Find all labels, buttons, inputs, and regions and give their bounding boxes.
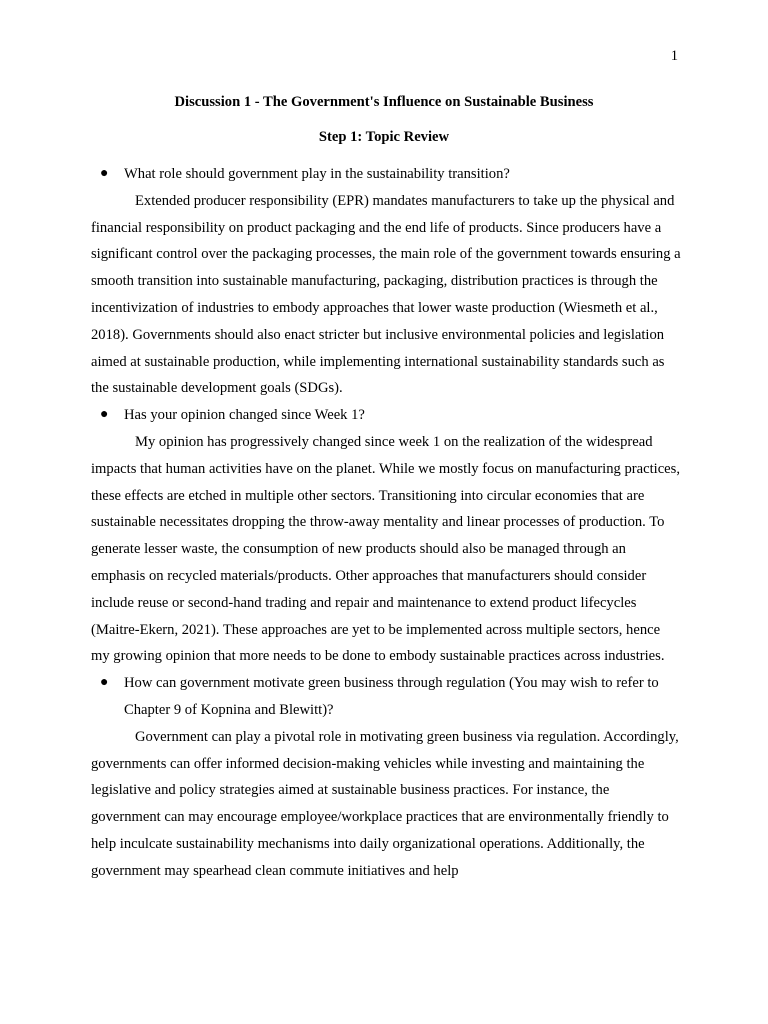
question-text: How can government motivate green business through regulation (You may wish to refer to Chapter 9 of Kopnina and Blewitt)? (124, 675, 659, 718)
section-heading: Step 1: Topic Review (318, 129, 450, 145)
answer-1: Extended producer responsibility (EPR) mandates manufacturers to take up the physical and financial responsibility on product packaging and the end life of products. Since producers have a significant control over the packaging processes, the main role of the government towards ensuring a smooth transition into sustainable manufacturing, packaging, distribution practices is through the incentivization of industries to embody approaches that lower waste production (Wiesmeth et al., 2018). Governments should also enact stricter but inclusive environmental policies and legislation aimed at sustainable production, while implementing international sustainability standards such as the sustainable development goals (SDGs). (91, 192, 681, 397)
answer-2: My opinion has progressively changed since week 1 on the realization of the widespread impacts that human activities have on the planet. While we mostly focus on manufacturing practices, these effects are etched in multiple other sectors. Transitioning into circular economies that are sustainable necessitates dropping the throw-away mentality and linear processes of production. To generate lesser waste, the consumption of new products should also be managed through an emphasis on recycled materials/products. Other approaches that manufacturers should consider include reuse or second-hand trading and repair and maintenance to extend product lifecycles (Maitre-Ekern, 2021). These approaches are yet to be implemented across multiple sectors, hence my growing opinion that more needs to be done to embody sustainable practices across industries. (91, 433, 680, 665)
answer-3: Government can play a pivotal role in motivating green business via regulation. Accordingly, governments can offer informed decision-making vehicles while investing and maintaining the legislative and policy strategies aimed at sustainable business practices. For instance, the government can may encourage employee/workplace practices that are environmentally friendly to help inculcate sustainability mechanisms into daily organizational operations. Additionally, the government may spearhead clean commute initiatives and help (91, 728, 679, 879)
document-title: Discussion 1 - The Government's Influence on Sustainable Business (174, 94, 594, 110)
document-body (91, 161, 681, 885)
bullet-icon: ● (100, 166, 109, 181)
question-3 (91, 670, 681, 724)
question-text: What role should government play in the sustainability transition? (124, 166, 510, 182)
bullet-icon: ● (100, 675, 109, 691)
question-2 (91, 402, 681, 429)
question-1 (91, 161, 681, 188)
question-text: Has your opinion changed since Week 1? (124, 407, 365, 424)
page-number: 1 (670, 48, 678, 64)
bullet-icon: ● (100, 407, 109, 423)
